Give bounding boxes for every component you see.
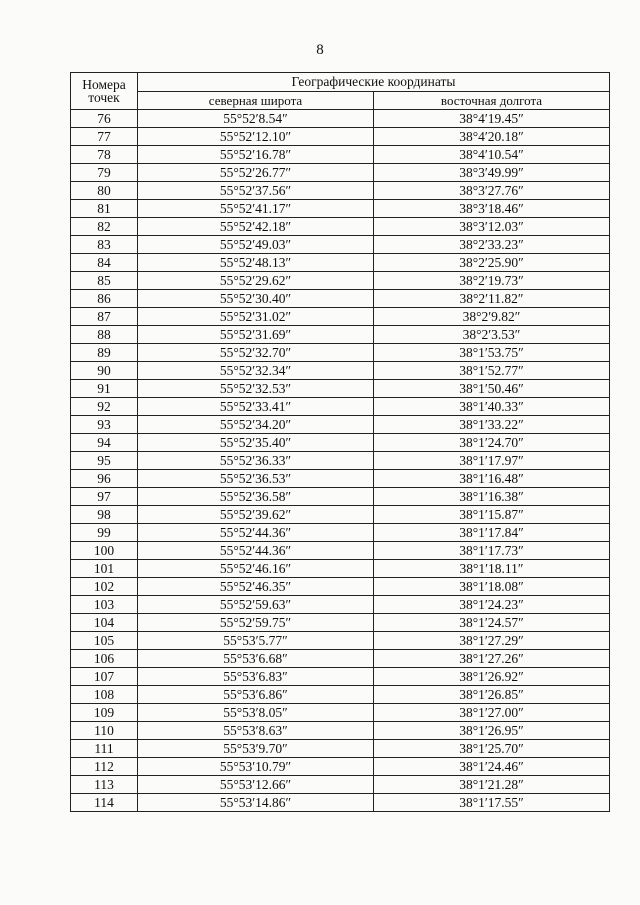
point-number-cell: 100: [71, 542, 138, 560]
latitude-cell: 55°52′36.58″: [138, 488, 374, 506]
table-row: [71, 218, 610, 236]
table-row: [71, 722, 610, 740]
latitude-cell: 55°52′34.20″: [138, 416, 374, 434]
latitude-cell: 55°52′48.13″: [138, 254, 374, 272]
longitude-cell: 38°1′18.11″: [374, 560, 610, 578]
longitude-cell: 38°1′16.38″: [374, 488, 610, 506]
latitude-cell: 55°53′12.66″: [138, 776, 374, 794]
latitude-column-header: северная широта: [138, 92, 374, 110]
table-row: [71, 128, 610, 146]
latitude-cell: 55°52′32.53″: [138, 380, 374, 398]
table-row: [71, 794, 610, 812]
longitude-cell: 38°2′25.90″: [374, 254, 610, 272]
latitude-cell: 55°52′37.56″: [138, 182, 374, 200]
longitude-cell: 38°4′19.45″: [374, 110, 610, 128]
longitude-cell: 38°2′33.23″: [374, 236, 610, 254]
latitude-cell: 55°52′46.35″: [138, 578, 374, 596]
latitude-cell: 55°52′32.34″: [138, 362, 374, 380]
table-row: [71, 524, 610, 542]
latitude-cell: 55°53′9.70″: [138, 740, 374, 758]
latitude-cell: 55°52′44.36″: [138, 524, 374, 542]
point-number-cell: 82: [71, 218, 138, 236]
coordinates-table: [70, 72, 610, 812]
table-row: [71, 758, 610, 776]
table-row: [71, 740, 610, 758]
longitude-cell: 38°1′40.33″: [374, 398, 610, 416]
longitude-cell: 38°1′17.84″: [374, 524, 610, 542]
latitude-cell: 55°53′5.77″: [138, 632, 374, 650]
longitude-cell: 38°1′17.73″: [374, 542, 610, 560]
longitude-cell: 38°1′24.57″: [374, 614, 610, 632]
longitude-cell: 38°1′52.77″: [374, 362, 610, 380]
table-row: [71, 470, 610, 488]
latitude-cell: 55°52′59.63″: [138, 596, 374, 614]
longitude-cell: 38°1′33.22″: [374, 416, 610, 434]
point-number-cell: 108: [71, 686, 138, 704]
point-number-cell: 83: [71, 236, 138, 254]
latitude-cell: 55°52′30.40″: [138, 290, 374, 308]
longitude-cell: 38°1′27.00″: [374, 704, 610, 722]
table-row: [71, 362, 610, 380]
point-number-cell: 114: [71, 794, 138, 812]
table-row: [71, 344, 610, 362]
latitude-cell: 55°52′26.77″: [138, 164, 374, 182]
longitude-cell: 38°1′17.97″: [374, 452, 610, 470]
geo-coordinates-header: Географические координаты: [138, 73, 610, 92]
point-number-cell: 103: [71, 596, 138, 614]
table-row: [71, 452, 610, 470]
table-row: [71, 434, 610, 452]
latitude-cell: 55°52′39.62″: [138, 506, 374, 524]
point-number-cell: 77: [71, 128, 138, 146]
latitude-cell: 55°52′31.69″: [138, 326, 374, 344]
point-number-cell: 111: [71, 740, 138, 758]
latitude-cell: 55°52′59.75″: [138, 614, 374, 632]
table-row: [71, 146, 610, 164]
longitude-cell: 38°1′26.85″: [374, 686, 610, 704]
point-number-cell: 101: [71, 560, 138, 578]
point-number-cell: 93: [71, 416, 138, 434]
latitude-cell: 55°52′33.41″: [138, 398, 374, 416]
latitude-cell: 55°52′46.16″: [138, 560, 374, 578]
point-number-cell: 81: [71, 200, 138, 218]
table-row: [71, 542, 610, 560]
point-number-cell: 85: [71, 272, 138, 290]
longitude-cell: 38°1′24.70″: [374, 434, 610, 452]
longitude-cell: 38°2′3.53″: [374, 326, 610, 344]
longitude-cell: 38°3′12.03″: [374, 218, 610, 236]
point-number-cell: 112: [71, 758, 138, 776]
table-row: [71, 578, 610, 596]
table-row: [71, 488, 610, 506]
point-number-cell: 94: [71, 434, 138, 452]
point-number-cell: 98: [71, 506, 138, 524]
latitude-cell: 55°52′32.70″: [138, 344, 374, 362]
table-row: [71, 686, 610, 704]
table-row: [71, 650, 610, 668]
longitude-cell: 38°1′24.46″: [374, 758, 610, 776]
latitude-cell: 55°52′41.17″: [138, 200, 374, 218]
latitude-cell: 55°53′6.68″: [138, 650, 374, 668]
longitude-cell: 38°1′26.92″: [374, 668, 610, 686]
table-row: [71, 182, 610, 200]
point-number-cell: 107: [71, 668, 138, 686]
table-row: [71, 200, 610, 218]
table-row: [71, 704, 610, 722]
longitude-cell: 38°1′24.23″: [374, 596, 610, 614]
point-number-cell: 97: [71, 488, 138, 506]
point-number-cell: 91: [71, 380, 138, 398]
longitude-cell: 38°3′27.76″: [374, 182, 610, 200]
table-row: [71, 506, 610, 524]
latitude-cell: 55°53′8.63″: [138, 722, 374, 740]
longitude-cell: 38°1′21.28″: [374, 776, 610, 794]
longitude-cell: 38°1′18.08″: [374, 578, 610, 596]
latitude-cell: 55°53′6.86″: [138, 686, 374, 704]
latitude-cell: 55°53′10.79″: [138, 758, 374, 776]
table-row: [71, 236, 610, 254]
longitude-cell: 38°1′27.26″: [374, 650, 610, 668]
table-row: [71, 614, 610, 632]
table-row: [71, 632, 610, 650]
table-row: [71, 164, 610, 182]
latitude-cell: 55°53′6.83″: [138, 668, 374, 686]
latitude-cell: 55°52′35.40″: [138, 434, 374, 452]
point-number-cell: 92: [71, 398, 138, 416]
latitude-cell: 55°52′8.54″: [138, 110, 374, 128]
point-number-cell: 106: [71, 650, 138, 668]
longitude-cell: 38°1′25.70″: [374, 740, 610, 758]
latitude-cell: 55°52′36.33″: [138, 452, 374, 470]
point-number-cell: 78: [71, 146, 138, 164]
point-number-cell: 113: [71, 776, 138, 794]
point-number-cell: 96: [71, 470, 138, 488]
longitude-cell: 38°1′26.95″: [374, 722, 610, 740]
longitude-cell: 38°2′9.82″: [374, 308, 610, 326]
points-column-header: Номера точек: [71, 73, 138, 110]
point-number-cell: 87: [71, 308, 138, 326]
point-number-cell: 95: [71, 452, 138, 470]
latitude-cell: 55°52′42.18″: [138, 218, 374, 236]
longitude-cell: 38°1′53.75″: [374, 344, 610, 362]
latitude-cell: 55°53′14.86″: [138, 794, 374, 812]
latitude-cell: 55°52′44.36″: [138, 542, 374, 560]
table-row: [71, 290, 610, 308]
table-row: [71, 380, 610, 398]
table-row: [71, 596, 610, 614]
longitude-cell: 38°3′49.99″: [374, 164, 610, 182]
table-row: [71, 668, 610, 686]
table-row: [71, 254, 610, 272]
point-number-cell: 86: [71, 290, 138, 308]
point-number-cell: 102: [71, 578, 138, 596]
longitude-cell: 38°1′50.46″: [374, 380, 610, 398]
longitude-cell: 38°1′27.29″: [374, 632, 610, 650]
longitude-cell: 38°2′19.73″: [374, 272, 610, 290]
longitude-cell: 38°1′16.48″: [374, 470, 610, 488]
point-number-cell: 84: [71, 254, 138, 272]
point-number-cell: 105: [71, 632, 138, 650]
latitude-cell: 55°52′49.03″: [138, 236, 374, 254]
table-row: [71, 326, 610, 344]
latitude-cell: 55°53′8.05″: [138, 704, 374, 722]
longitude-cell: 38°4′20.18″: [374, 128, 610, 146]
table-row: [71, 110, 610, 128]
table-row: [71, 416, 610, 434]
table-row: [71, 398, 610, 416]
latitude-cell: 55°52′31.02″: [138, 308, 374, 326]
point-number-cell: 80: [71, 182, 138, 200]
table-row: [71, 272, 610, 290]
longitude-column-header: восточная долгота: [374, 92, 610, 110]
point-number-cell: 76: [71, 110, 138, 128]
latitude-cell: 55°52′36.53″: [138, 470, 374, 488]
longitude-cell: 38°2′11.82″: [374, 290, 610, 308]
table-row: [71, 776, 610, 794]
point-number-cell: 88: [71, 326, 138, 344]
point-number-cell: 90: [71, 362, 138, 380]
longitude-cell: 38°1′17.55″: [374, 794, 610, 812]
table-row: [71, 560, 610, 578]
point-number-cell: 109: [71, 704, 138, 722]
latitude-cell: 55°52′12.10″: [138, 128, 374, 146]
page-number: 8: [316, 42, 324, 58]
longitude-cell: 38°3′18.46″: [374, 200, 610, 218]
point-number-cell: 104: [71, 614, 138, 632]
latitude-cell: 55°52′16.78″: [138, 146, 374, 164]
point-number-cell: 79: [71, 164, 138, 182]
table-row: [71, 308, 610, 326]
point-number-cell: 99: [71, 524, 138, 542]
latitude-cell: 55°52′29.62″: [138, 272, 374, 290]
point-number-cell: 110: [71, 722, 138, 740]
longitude-cell: 38°1′15.87″: [374, 506, 610, 524]
point-number-cell: 89: [71, 344, 138, 362]
longitude-cell: 38°4′10.54″: [374, 146, 610, 164]
